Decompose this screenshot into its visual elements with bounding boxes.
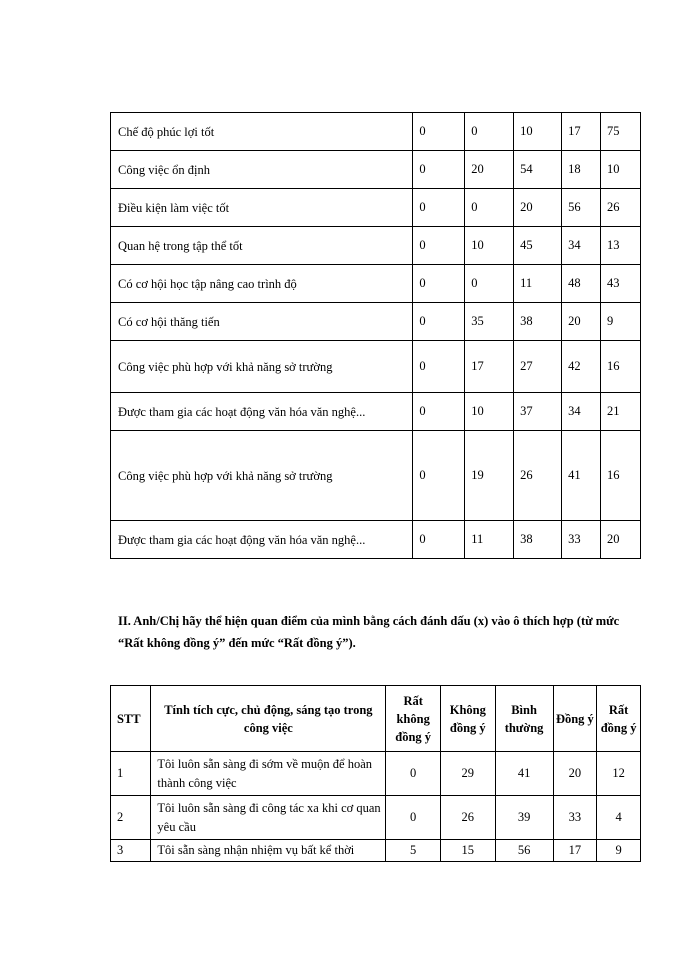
score-cell: 11 (514, 265, 562, 303)
statement-text: Tôi luôn sẵn sàng đi công tác xa khi cơ quan yêu cầu (151, 796, 386, 840)
score-cell: 0 (413, 113, 465, 151)
table-row (111, 113, 641, 151)
score-cell: 27 (514, 341, 562, 393)
row-number: 2 (111, 796, 151, 840)
score-cell: 37 (514, 393, 562, 431)
row-number: 1 (111, 752, 151, 796)
response-count: 9 (597, 840, 641, 862)
score-cell: 13 (601, 227, 641, 265)
response-count: 0 (386, 752, 441, 796)
score-cell: 43 (601, 265, 641, 303)
score-cell: 42 (562, 341, 601, 393)
statement-text: Tôi sẵn sàng nhận nhiệm vụ bất kể thời (151, 840, 386, 862)
score-cell: 26 (601, 189, 641, 227)
table-row (111, 303, 641, 341)
response-count: 4 (597, 796, 641, 840)
column-header: Bình thường (495, 686, 553, 752)
score-cell: 0 (413, 521, 465, 559)
column-header: Đồng ý (553, 686, 597, 752)
table-row (111, 752, 641, 796)
score-cell: 38 (514, 303, 562, 341)
table-row (111, 265, 641, 303)
column-header: Tính tích cực, chủ động, sáng tạo trong công việc (151, 686, 386, 752)
attitude-table (110, 685, 641, 862)
criterion-label: Điều kiện làm việc tốt (111, 189, 413, 227)
score-cell: 9 (601, 303, 641, 341)
criterion-label: Chế độ phúc lợi tốt (111, 113, 413, 151)
score-cell: 75 (601, 113, 641, 151)
response-count: 41 (495, 752, 553, 796)
score-cell: 10 (465, 227, 514, 265)
score-cell: 33 (562, 521, 601, 559)
score-cell: 54 (514, 151, 562, 189)
score-cell: 26 (514, 431, 562, 521)
score-cell: 0 (413, 341, 465, 393)
score-cell: 0 (465, 113, 514, 151)
criterion-label: Quan hệ trong tập thể tốt (111, 227, 413, 265)
criterion-label: Được tham gia các hoạt động văn hóa văn nghệ... (111, 393, 413, 431)
response-count: 20 (553, 752, 597, 796)
score-cell: 0 (465, 265, 514, 303)
response-count: 29 (440, 752, 495, 796)
score-cell: 0 (413, 151, 465, 189)
criterion-label: Được tham gia các hoạt động văn hóa văn nghệ... (111, 521, 413, 559)
row-number: 3 (111, 840, 151, 862)
score-cell: 34 (562, 393, 601, 431)
score-cell: 0 (413, 303, 465, 341)
score-cell: 16 (601, 341, 641, 393)
response-count: 33 (553, 796, 597, 840)
table-row (111, 431, 641, 521)
table-row (111, 796, 641, 840)
score-cell: 16 (601, 431, 641, 521)
score-cell: 21 (601, 393, 641, 431)
score-cell: 10 (514, 113, 562, 151)
score-cell: 19 (465, 431, 514, 521)
score-cell: 0 (413, 393, 465, 431)
score-cell: 0 (465, 189, 514, 227)
score-cell: 11 (465, 521, 514, 559)
score-cell: 20 (465, 151, 514, 189)
statement-text: Tôi luôn sẵn sàng đi sớm về muộn để hoàn thành công việc (151, 752, 386, 796)
criterion-label: Có cơ hội thăng tiến (111, 303, 413, 341)
score-cell: 20 (514, 189, 562, 227)
score-cell: 56 (562, 189, 601, 227)
score-cell: 17 (465, 341, 514, 393)
table-row (111, 393, 641, 431)
score-cell: 48 (562, 265, 601, 303)
score-cell: 0 (413, 265, 465, 303)
score-cell: 20 (562, 303, 601, 341)
response-count: 5 (386, 840, 441, 862)
score-cell: 0 (413, 189, 465, 227)
score-cell: 45 (514, 227, 562, 265)
criterion-label: Có cơ hội học tập nâng cao trình độ (111, 265, 413, 303)
score-cell: 0 (413, 227, 465, 265)
score-cell: 20 (601, 521, 641, 559)
table-row (111, 227, 641, 265)
column-header: STT (111, 686, 151, 752)
score-cell: 38 (514, 521, 562, 559)
score-cell: 34 (562, 227, 601, 265)
score-cell: 10 (465, 393, 514, 431)
table-row (111, 341, 641, 393)
table-row (111, 151, 641, 189)
criteria-table (110, 112, 641, 559)
response-count: 26 (440, 796, 495, 840)
response-count: 15 (440, 840, 495, 862)
score-cell: 0 (413, 431, 465, 521)
score-cell: 35 (465, 303, 514, 341)
table-row (111, 840, 641, 862)
score-cell: 10 (601, 151, 641, 189)
criterion-label: Công việc phù hợp với khả năng sở trường (111, 341, 413, 393)
table-row (111, 189, 641, 227)
section-heading: II. Anh/Chị hãy thể hiện quan điểm của mình bằng cách đánh dấu (x) vào ô thích hợp (từ mức “Rất không đồng ý” đến mức “Rất đồng ý”). (118, 614, 620, 650)
column-header: Rất đồng ý (597, 686, 641, 752)
score-cell: 41 (562, 431, 601, 521)
response-count: 12 (597, 752, 641, 796)
response-count: 0 (386, 796, 441, 840)
response-count: 17 (553, 840, 597, 862)
score-cell: 17 (562, 113, 601, 151)
criterion-label: Công việc ổn định (111, 151, 413, 189)
response-count: 56 (495, 840, 553, 862)
criterion-label: Công việc phù hợp với khả năng sở trường (111, 431, 413, 521)
score-cell: 18 (562, 151, 601, 189)
table-row (111, 521, 641, 559)
column-header: Không đồng ý (440, 686, 495, 752)
response-count: 39 (495, 796, 553, 840)
column-header: Rất không đồng ý (386, 686, 441, 752)
